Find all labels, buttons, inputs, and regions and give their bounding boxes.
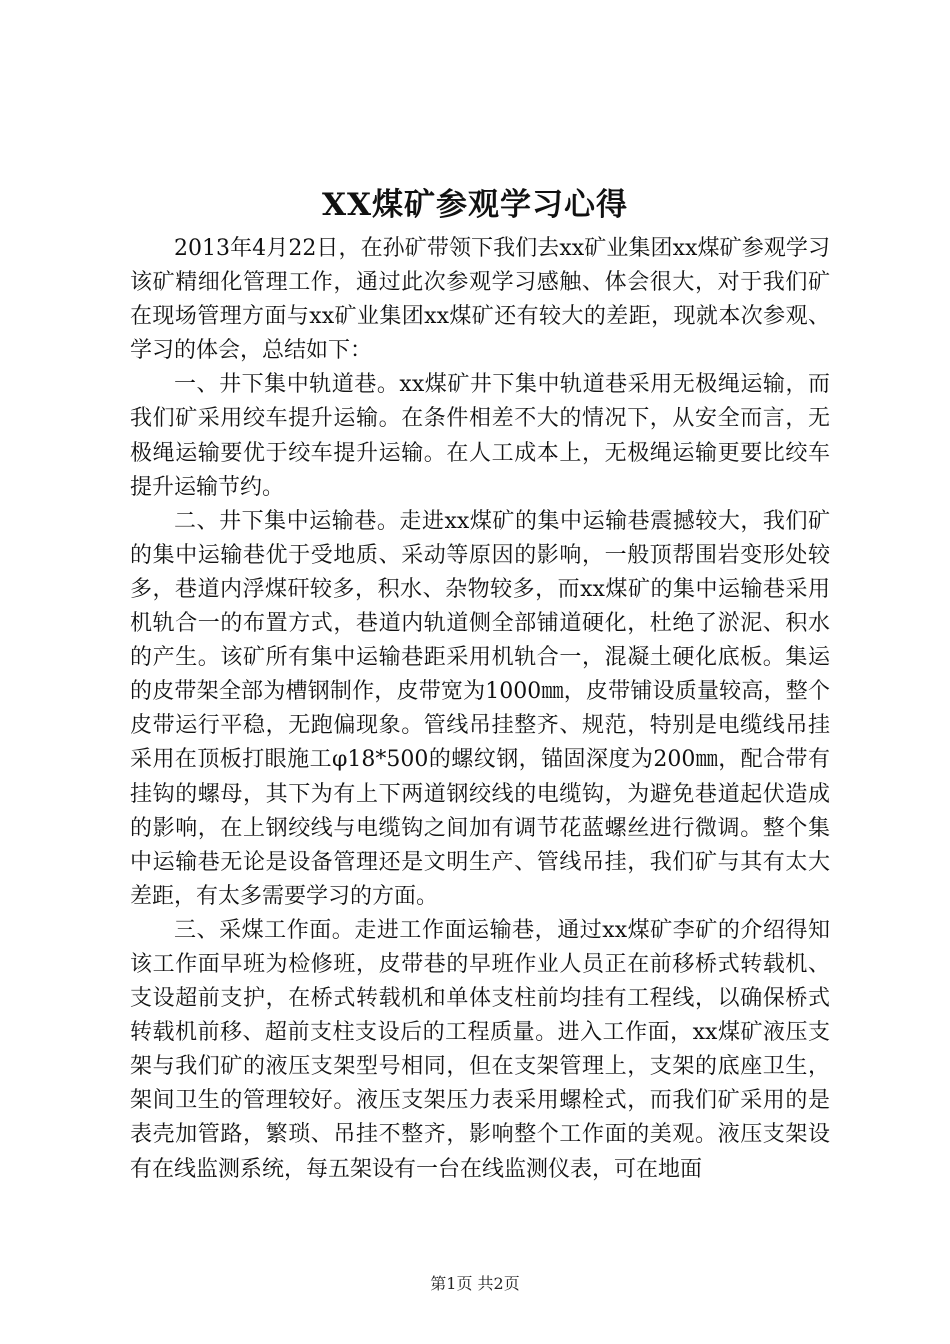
paragraph-section-1: 一、井下集中轨道巷。xx煤矿井下集中轨道巷采用无极绳运输，而我们矿采用绞车提升运输。在条件相差不大的情况下，从安全而言，无极绳运输要优于绞车提升运输。在人工成本上，无极绳运输更要比绞车提升运输节约。	[130, 372, 830, 500]
paragraph-section-3: 三、采煤工作面。走进工作面运输巷，通过xx煤矿李矿的介绍得知该工作面早班为检修班，皮带巷的早班作业人员正在前移桥式转载机、支设超前支护，在桥式转载机和单体支柱前均挂有工程线，以确保桥式转载机前移、超前支柱支设后的工程质量。进入工作面，xx煤矿液压支架与我们矿的液压支架型号相同，但在支架管理上，支架的底座卫生，架间卫生的管理较好。液压支架压力表采用螺栓式，而我们矿采用的是表壳加管路，繁琐、吊挂不整齐，影响整个工作面的美观。液压支架设有在线监测系统，每五架设有一台在线监测仪表，可在地面	[130, 917, 830, 1182]
paragraph-section-2: 二、井下集中运输巷。走进xx煤矿的集中运输巷震撼较大，我们矿的集中运输巷优于受地质、采动等原因的影响，一般顶帮围岩变形处较多，巷道内浮煤矸较多，积水、杂物较多，而xx煤矿的集中运输巷采用机轨合一的布置方式，巷道内轨道侧全部铺道硬化，杜绝了淤泥、积水的产生。该矿所有集中运输巷距采用机轨合一，混凝土硬化底板。集运的皮带架全部为槽钢制作，皮带宽为1000㎜，皮带铺设质量较高，整个皮带运行平稳，无跑偏现象。管线吊挂整齐、规范，特别是电缆线吊挂采用在顶板打眼施工φ18*500的螺纹钢，锚固深度为200㎜，配合带有挂钩的螺母，其下为有上下两道钢绞线的电缆钩，为避免巷道起伏造成的影响，在上钢绞线与电缆钩之间加有调节花蓝螺丝进行微调。整个集中运输巷无论是设备管理还是文明生产、管线吊挂，我们矿与其有太大差距，有太多需要学习的方面。	[130, 508, 830, 909]
paragraph-intro: 2013年4月22日，在孙矿带领下我们去xx矿业集团xx煤矿参观学习该矿精细化管理工作，通过此次参观学习感触、体会很大，对于我们矿在现场管理方面与xx矿业集团xx煤矿还有较大的差距，现就本次参观、学习的体会，总结如下：	[130, 236, 830, 364]
document-body	[130, 232, 830, 1187]
page-number-footer: 第1页 共2页	[430, 1274, 520, 1293]
document-title: XX煤矿参观学习心得	[321, 187, 629, 223]
